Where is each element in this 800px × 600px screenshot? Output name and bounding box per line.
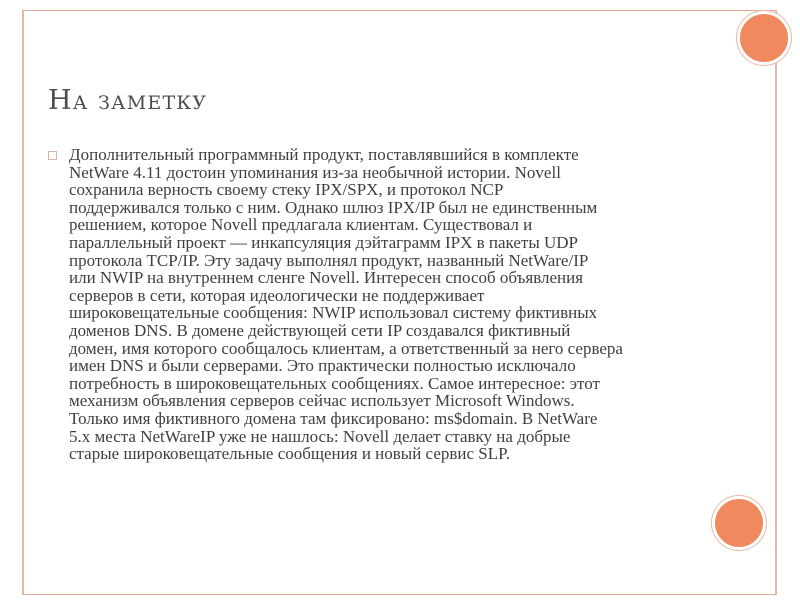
decorative-circle-top — [737, 11, 791, 65]
bullet-item — [48, 146, 698, 463]
bullet-text: Дополнительный программный продукт, поставлявшийся в комплекте NetWare 4.11 достоин упоминания из-за необычной истории. Novell сохранила верность своему стеку IPX/SPX, и протокол NCP поддерживался только с ним. Однако шлюз IPX/IP был не единственным решением, которое Novell предлагала клиентам. Существовал и параллельный проект — инкапсуляция дэйтаграмм IPX в пакеты UDP протокола TCP/IP. Эту задачу выполнял продукт, названный NetWare/IP или NWIP на внутреннем сленге Novell. Интересен способ объявления серверов в сети, которая идеологически не поддерживает широковещательные сообщения: NWIP использовал систему фиктивных доменов DNS. В домене действующей сети IP создавался фиктивный домен, имя которого сообщалось клиентам, а ответственный за него сервера имен DNS и были серверами. Это практически полностью исключало потребность в широковещательных сообщениях. Самое интересное: этот механизм объявления серверов сейчас использует Microsoft Windows. Только имя фиктивного домена там фиксировано: ms$domain. В NetWare 5.x места NetWareIP уже не нашлось: Novell делает ставку на добрые старые широковещательные сообщения и новый сервис SLP. — [69, 145, 623, 464]
slide-content — [48, 146, 698, 463]
decorative-circle-bottom — [712, 496, 766, 550]
slide-title: На заметку — [48, 85, 208, 116]
hollow-square-bullet-icon — [48, 151, 57, 160]
